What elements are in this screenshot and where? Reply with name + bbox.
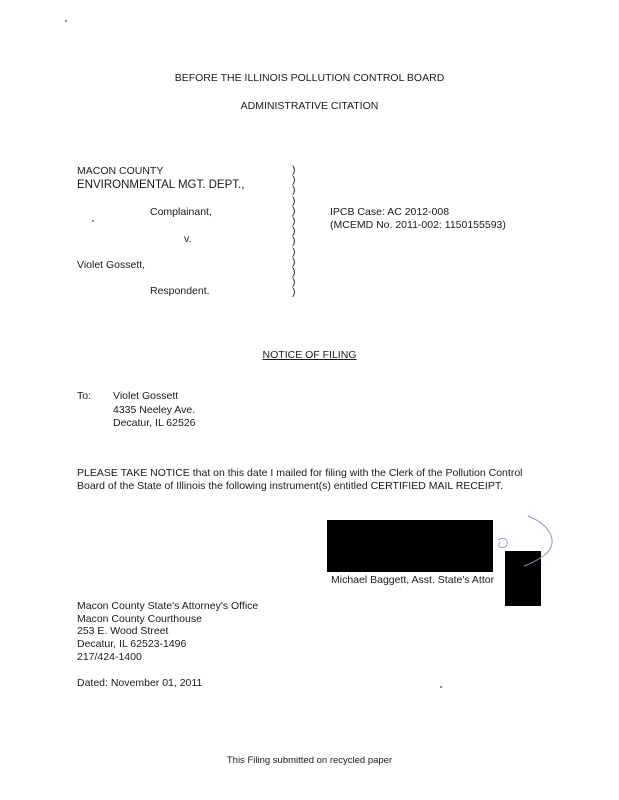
complainant-name-line1: MACON COUNTY xyxy=(77,165,164,177)
dated-line: Dated: November 01, 2011 xyxy=(77,677,203,689)
to-label: To: xyxy=(77,390,92,402)
document-title: BEFORE THE ILLINOIS POLLUTION CONTROL BOARD xyxy=(174,72,445,84)
mcemd-number: (MCEMD No. 2011-002: 1150155593) xyxy=(330,219,506,231)
addressee-street: 4335 Neeley Ave. xyxy=(113,404,196,416)
respondent-name: Violet Gossett, xyxy=(77,259,146,271)
office-line2: Macon County Courthouse xyxy=(77,613,202,625)
office-line3: 253 E. Wood Street xyxy=(77,625,169,637)
document-subtitle: ADMINISTRATIVE CITATION xyxy=(240,100,379,112)
complainant-name-line2: ENVIRONMENTAL MGT. DEPT., xyxy=(77,179,245,191)
scan-speck xyxy=(65,20,67,22)
respondent-role: Respondent. xyxy=(150,285,210,297)
notice-heading: NOTICE OF FILING xyxy=(262,349,357,361)
complainant-role: Complainant, xyxy=(150,206,212,218)
addressee-city: Decatur, IL 62526 xyxy=(113,417,196,429)
scan-speck xyxy=(92,220,94,222)
signature-redaction xyxy=(327,520,493,572)
office-line5: 217/424-1400 xyxy=(77,651,142,663)
notice-body-line2: Board of the State of Illinois the following instrument(s) entitled CERTIFIED MAIL RECEIPT. xyxy=(77,480,504,492)
notice-body-line1: PLEASE TAKE NOTICE that on this date I mailed for filing with the Clerk of the Pollution Control xyxy=(77,467,523,479)
office-line4: Decatur, IL 62523-1496 xyxy=(77,638,187,650)
addressee-name: Violet Gossett xyxy=(113,390,179,402)
caption-paren-column: ) ) ) ) ) ) ) ) ) ) ) ) ) xyxy=(292,164,296,299)
signature-stroke xyxy=(490,510,565,580)
scan-speck xyxy=(440,686,442,688)
office-line1: Macon County State's Attorney's Office xyxy=(77,600,259,612)
signer-name: Michael Baggett, Asst. State's Attor xyxy=(331,574,495,586)
case-number: IPCB Case: AC 2012-008 xyxy=(330,206,450,218)
versus-label: v. xyxy=(184,233,192,245)
footer-note: This Filing submitted on recycled paper xyxy=(226,755,393,766)
